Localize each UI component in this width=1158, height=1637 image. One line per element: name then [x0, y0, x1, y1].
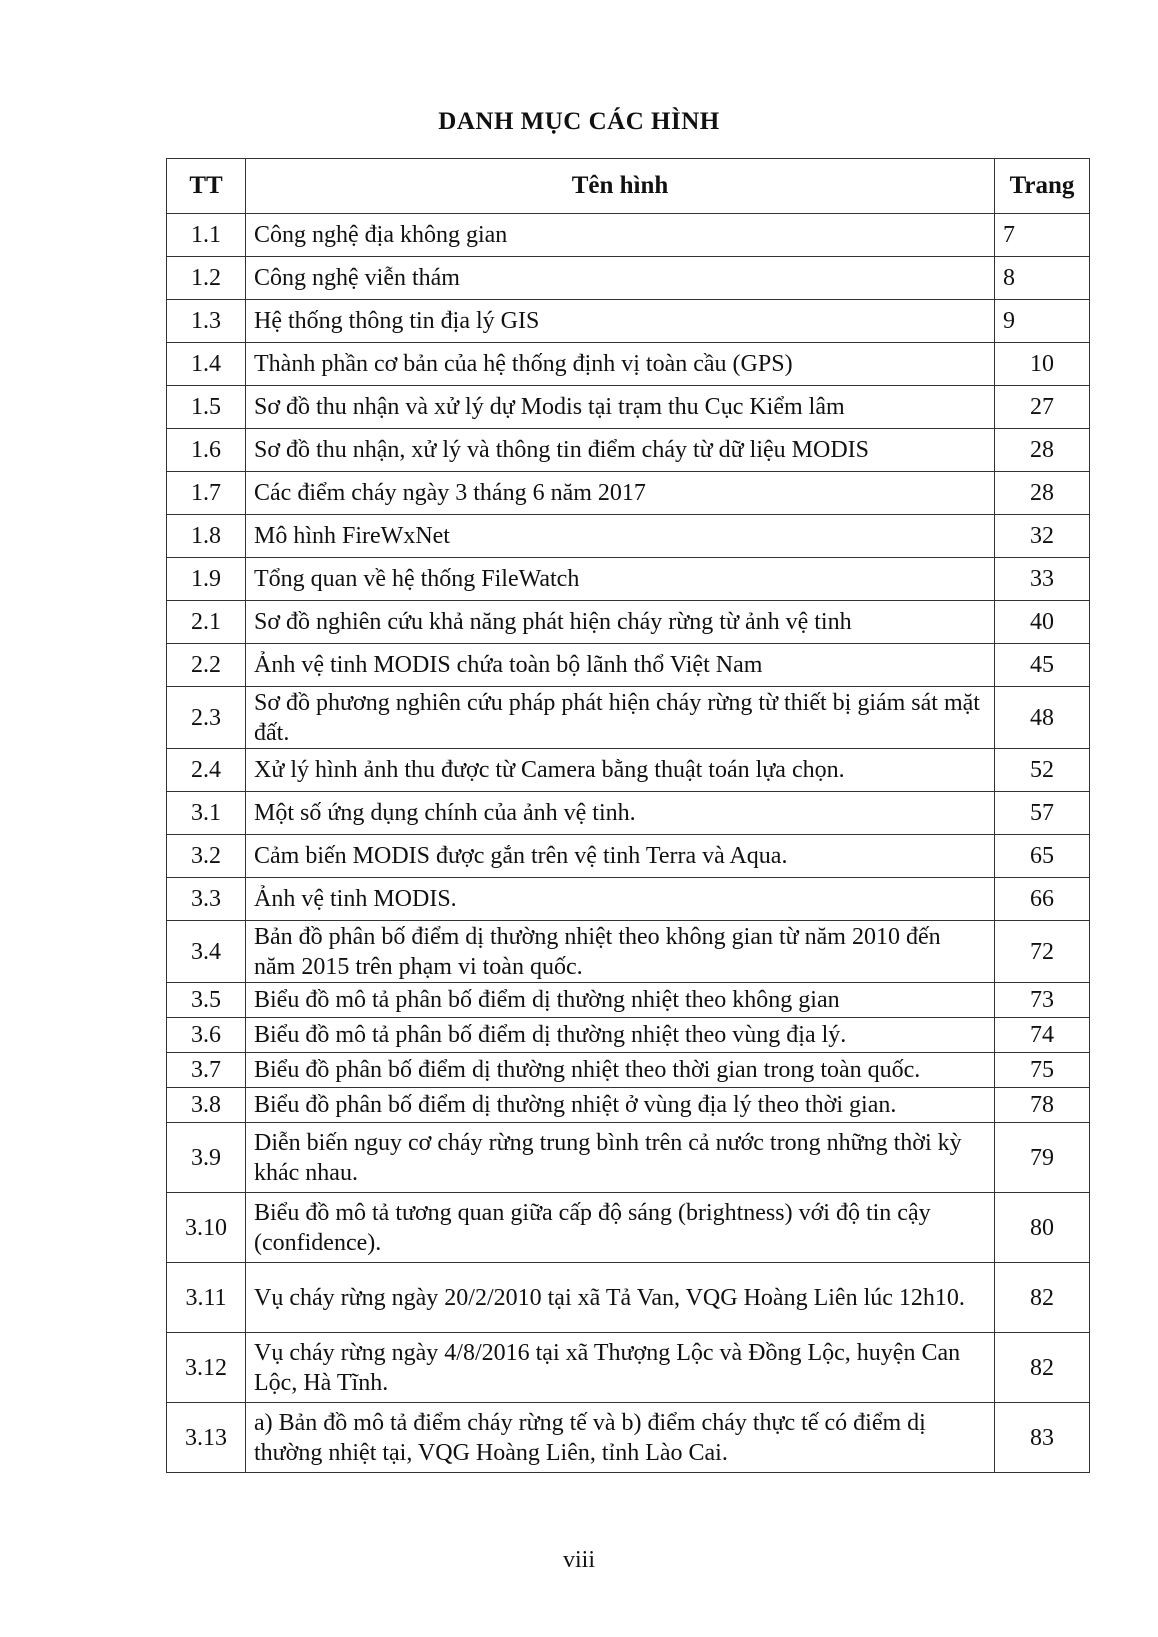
table-row — [167, 792, 1090, 835]
table-row — [167, 300, 1090, 343]
table-row — [167, 515, 1090, 558]
table-row — [167, 386, 1090, 429]
row-number: 2.4 — [167, 749, 246, 792]
table-row — [167, 921, 1090, 983]
figure-name: Tổng quan về hệ thống FileWatch — [246, 558, 995, 601]
page-ref: 10 — [995, 343, 1090, 386]
page-ref: 80 — [995, 1193, 1090, 1263]
page-ref: 40 — [995, 601, 1090, 644]
table-row — [167, 1018, 1090, 1053]
row-number: 1.1 — [167, 214, 246, 257]
page-ref: 7 — [995, 214, 1090, 257]
row-number: 3.9 — [167, 1123, 246, 1193]
page-ref: 72 — [995, 921, 1090, 983]
row-number: 1.7 — [167, 472, 246, 515]
figure-name: Biểu đồ phân bố điểm dị thường nhiệt ở vùng địa lý theo thời gian. — [246, 1088, 995, 1123]
table-row — [167, 558, 1090, 601]
page-ref: 83 — [995, 1403, 1090, 1473]
page-ref: 33 — [995, 558, 1090, 601]
row-number: 3.2 — [167, 835, 246, 878]
row-number: 3.3 — [167, 878, 246, 921]
table-row — [167, 878, 1090, 921]
row-number: 1.8 — [167, 515, 246, 558]
table-row — [167, 429, 1090, 472]
figure-name: Biểu đồ phân bố điểm dị thường nhiệt theo thời gian trong toàn quốc. — [246, 1053, 995, 1088]
figure-name: Công nghệ viễn thám — [246, 257, 995, 300]
figure-name: Sơ đồ thu nhận, xử lý và thông tin điểm cháy từ dữ liệu MODIS — [246, 429, 995, 472]
figure-name: Diễn biến nguy cơ cháy rừng trung bình trên cả nước trong những thời kỳ khác nhau. — [246, 1123, 995, 1193]
row-number: 3.7 — [167, 1053, 246, 1088]
figure-name: Một số ứng dụng chính của ảnh vệ tinh. — [246, 792, 995, 835]
table-row — [167, 983, 1090, 1018]
table-row — [167, 257, 1090, 300]
page-ref: 65 — [995, 835, 1090, 878]
table-row — [167, 1053, 1090, 1088]
table-header-row — [167, 159, 1090, 214]
page-ref: 66 — [995, 878, 1090, 921]
table-row — [167, 214, 1090, 257]
figure-list-table — [166, 158, 1090, 1473]
table-row — [167, 472, 1090, 515]
row-number: 1.4 — [167, 343, 246, 386]
page-ref: 57 — [995, 792, 1090, 835]
figure-name: Ảnh vệ tinh MODIS. — [246, 878, 995, 921]
row-number: 2.2 — [167, 644, 246, 687]
figure-name: Thành phần cơ bản của hệ thống định vị toàn cầu (GPS) — [246, 343, 995, 386]
table-row — [167, 687, 1090, 749]
row-number: 3.4 — [167, 921, 246, 983]
page-ref: 27 — [995, 386, 1090, 429]
figure-name: Biểu đồ mô tả tương quan giữa cấp độ sáng (brightness) với độ tin cậy (confidence). — [246, 1193, 995, 1263]
row-number: 3.13 — [167, 1403, 246, 1473]
row-number: 3.8 — [167, 1088, 246, 1123]
figure-name: Cảm biến MODIS được gắn trên vệ tinh Terra và Aqua. — [246, 835, 995, 878]
page-number: viii — [562, 1547, 595, 1573]
row-number: 3.12 — [167, 1333, 246, 1403]
row-number: 2.1 — [167, 601, 246, 644]
row-number: 2.3 — [167, 687, 246, 749]
page-ref: 32 — [995, 515, 1090, 558]
figure-name: Biểu đồ mô tả phân bố điểm dị thường nhiệt theo không gian — [246, 983, 995, 1018]
table-row — [167, 343, 1090, 386]
table-row — [167, 1333, 1090, 1403]
row-number: 3.10 — [167, 1193, 246, 1263]
figure-name: Vụ cháy rừng ngày 20/2/2010 tại xã Tả Van, VQG Hoàng Liên lúc 12h10. — [246, 1263, 995, 1333]
table-row — [167, 601, 1090, 644]
page-ref: 82 — [995, 1263, 1090, 1333]
row-number: 3.11 — [167, 1263, 246, 1333]
page-ref: 45 — [995, 644, 1090, 687]
row-number: 1.9 — [167, 558, 246, 601]
figure-name: Xử lý hình ảnh thu được từ Camera bằng thuật toán lựa chọn. — [246, 749, 995, 792]
table-row — [167, 644, 1090, 687]
page-ref: 79 — [995, 1123, 1090, 1193]
row-number: 1.5 — [167, 386, 246, 429]
page-ref: 28 — [995, 429, 1090, 472]
row-number: 1.2 — [167, 257, 246, 300]
row-number: 3.5 — [167, 983, 246, 1018]
table-row — [167, 1193, 1090, 1263]
page-ref: 28 — [995, 472, 1090, 515]
figure-name: Công nghệ địa không gian — [246, 214, 995, 257]
row-number: 1.3 — [167, 300, 246, 343]
figure-name: Ảnh vệ tinh MODIS chứa toàn bộ lãnh thổ Việt Nam — [246, 644, 995, 687]
page-ref: 8 — [995, 257, 1090, 300]
page-title: DANH MỤC CÁC HÌNH — [438, 108, 720, 135]
page-ref: 73 — [995, 983, 1090, 1018]
figure-name: a) Bản đồ mô tả điểm cháy rừng tế và b) điểm cháy thực tế có điểm dị thường nhiệt tại, VQG Hoàng Liên, tỉnh Lào Cai. — [246, 1403, 995, 1473]
figure-name: Mô hình FireWxNet — [246, 515, 995, 558]
figure-name: Hệ thống thông tin địa lý GIS — [246, 300, 995, 343]
figure-name: Sơ đồ phương nghiên cứu pháp phát hiện cháy rừng từ thiết bị giám sát mặt đất. — [246, 687, 995, 749]
page-ref: 75 — [995, 1053, 1090, 1088]
page-ref: 52 — [995, 749, 1090, 792]
table-row — [167, 1403, 1090, 1473]
figure-name: Bản đồ phân bố điểm dị thường nhiệt theo không gian từ năm 2010 đến năm 2015 trên phạm vi toàn quốc. — [246, 921, 995, 983]
header-page: Trang — [995, 159, 1090, 214]
table-row — [167, 1088, 1090, 1123]
page-ref: 74 — [995, 1018, 1090, 1053]
header-name: Tên hình — [246, 159, 995, 214]
table-row — [167, 749, 1090, 792]
page-ref: 78 — [995, 1088, 1090, 1123]
figure-name: Vụ cháy rừng ngày 4/8/2016 tại xã Thượng Lộc và Đồng Lộc, huyện Can Lộc, Hà Tĩnh. — [246, 1333, 995, 1403]
table-row — [167, 1263, 1090, 1333]
row-number: 3.6 — [167, 1018, 246, 1053]
table-row — [167, 1123, 1090, 1193]
row-number: 1.6 — [167, 429, 246, 472]
table-body — [167, 214, 1090, 1473]
page-ref: 9 — [995, 300, 1090, 343]
figure-name: Sơ đồ nghiên cứu khả năng phát hiện cháy rừng từ ảnh vệ tinh — [246, 601, 995, 644]
row-number: 3.1 — [167, 792, 246, 835]
figure-name: Biểu đồ mô tả phân bố điểm dị thường nhiệt theo vùng địa lý. — [246, 1018, 995, 1053]
figure-name: Các điểm cháy ngày 3 tháng 6 năm 2017 — [246, 472, 995, 515]
header-tt: TT — [167, 159, 246, 214]
figure-name: Sơ đồ thu nhận và xử lý dự Modis tại trạm thu Cục Kiểm lâm — [246, 386, 995, 429]
table-row — [167, 835, 1090, 878]
page-ref: 82 — [995, 1333, 1090, 1403]
page-ref: 48 — [995, 687, 1090, 749]
